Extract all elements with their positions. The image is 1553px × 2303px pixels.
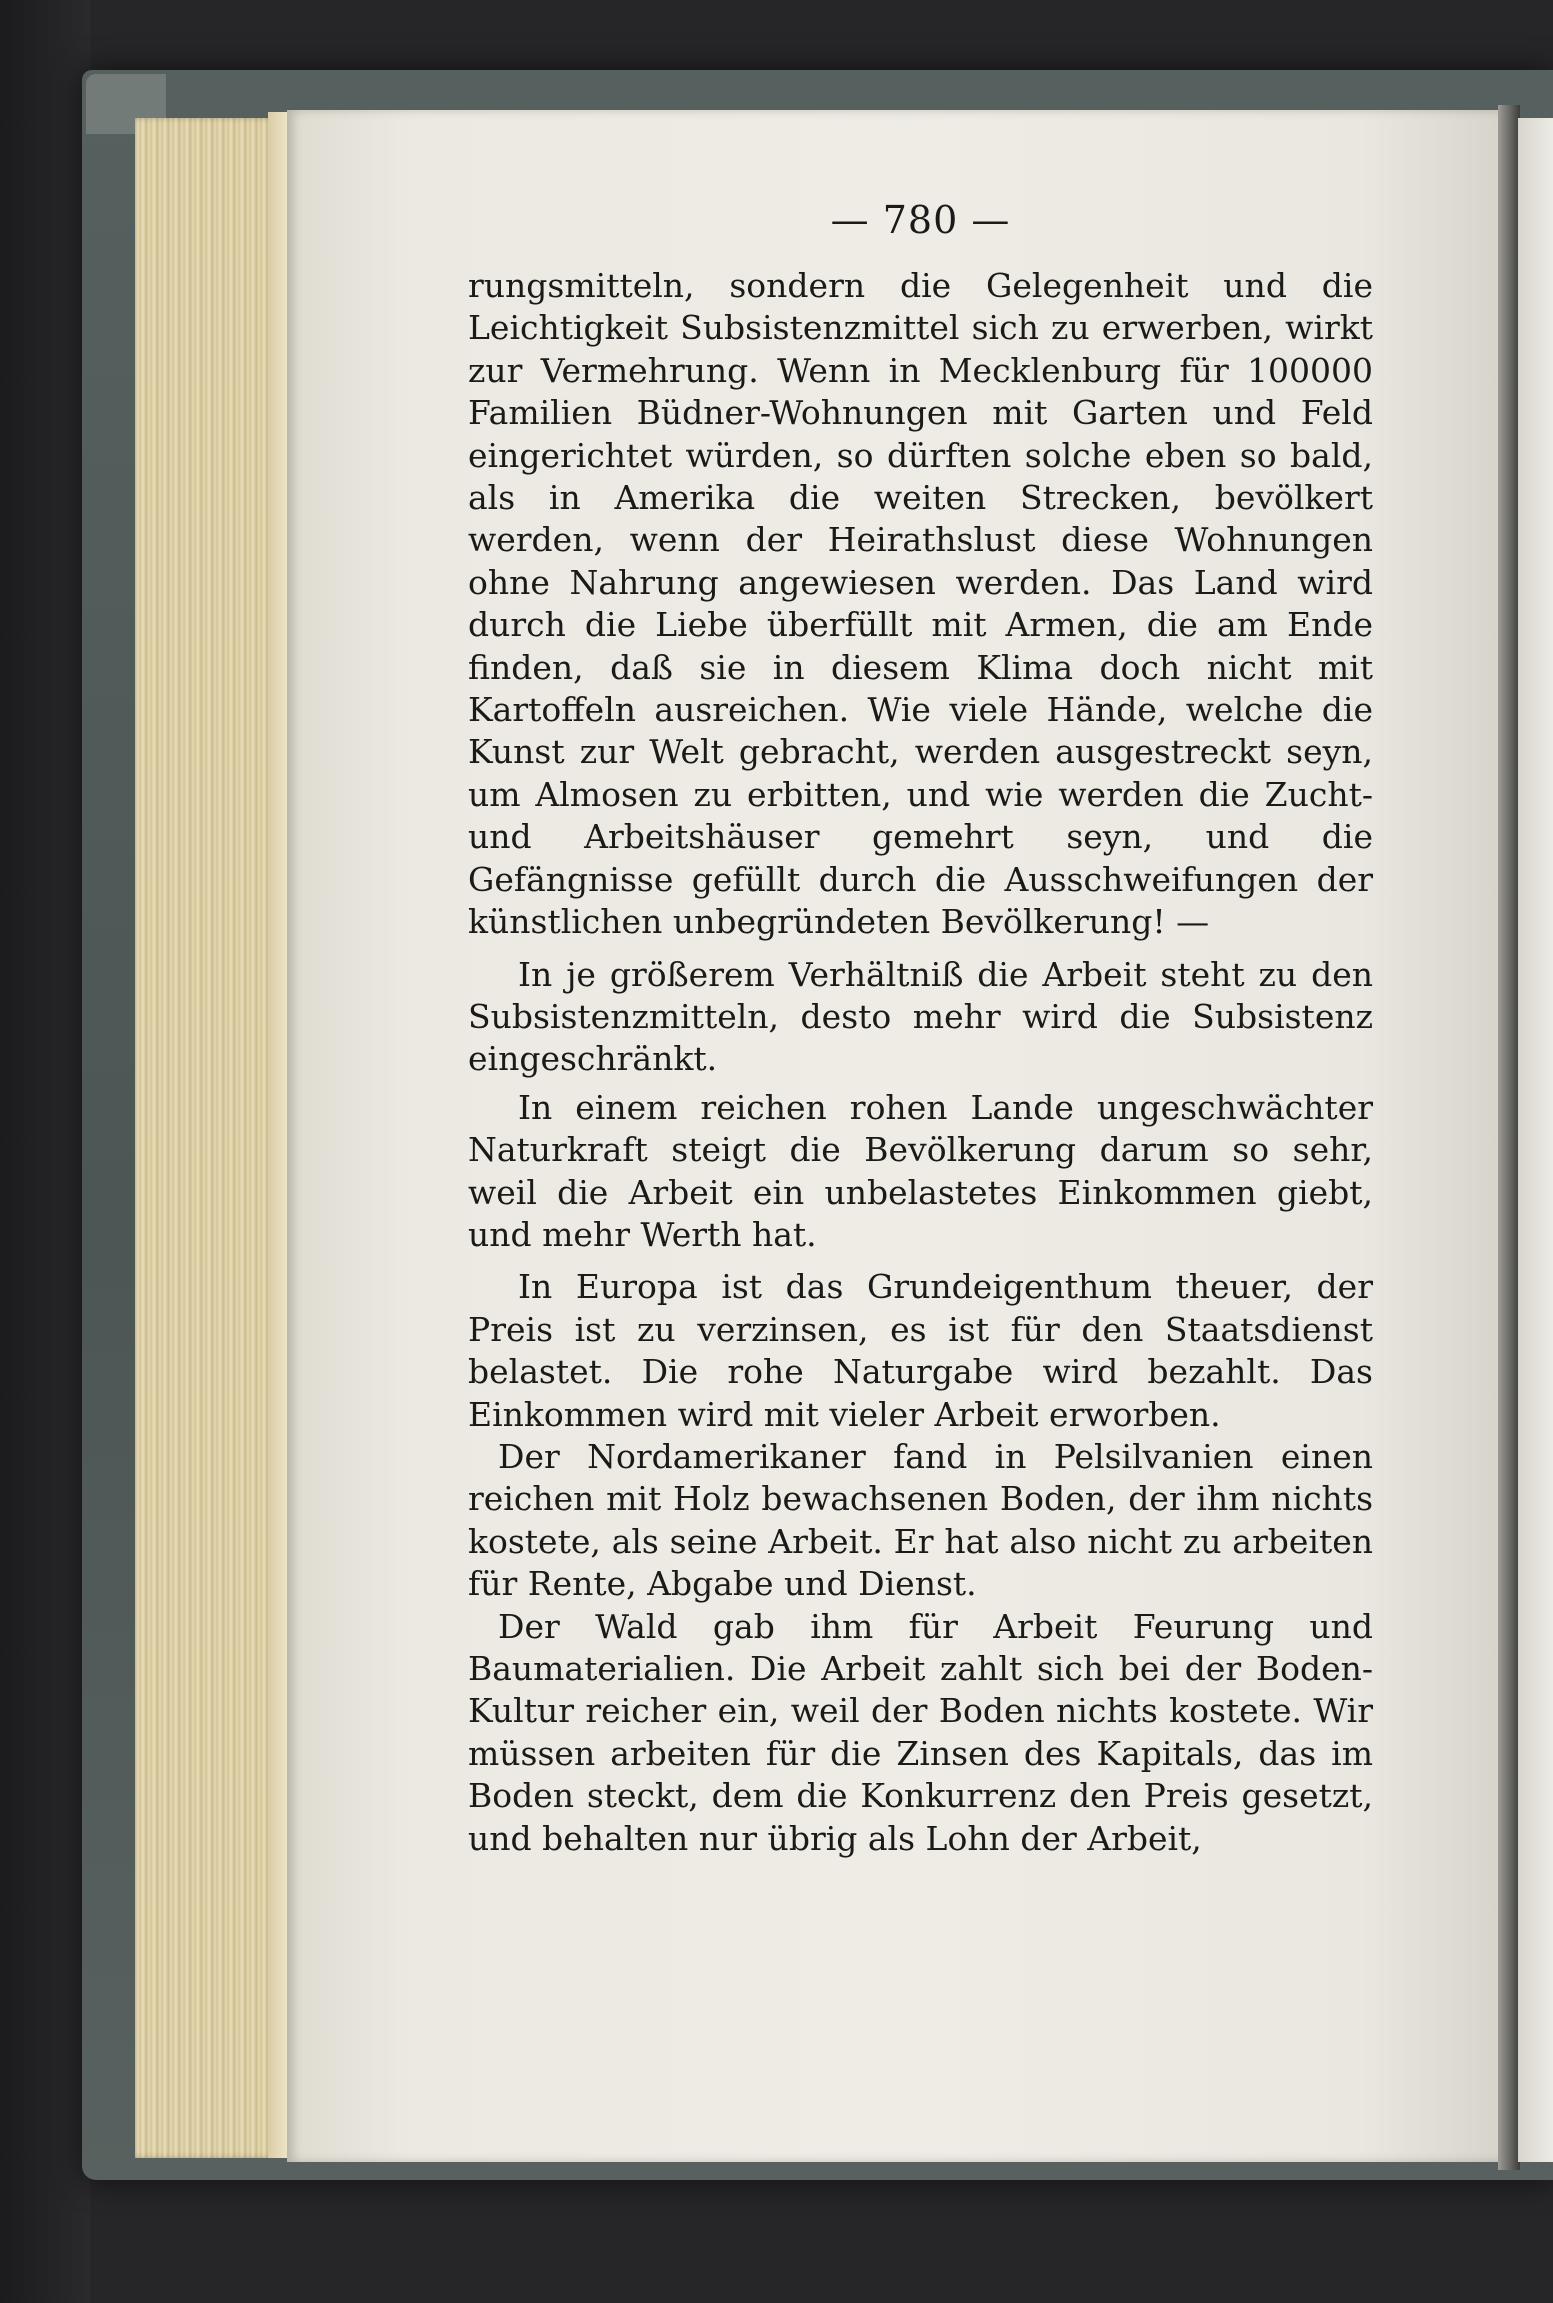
paragraph: rungsmitteln, sondern die Gelegenheit und die Leichtigkeit Subsistenzmittel sich zu erwerben, wirkt zur Vermehrung. Wenn in Mecklenburg für 100000 Familien Büdner-Wohnungen mit Garten und Feld eingerichtet würden, so dürften solche eben so bald, als in Amerika die weiten Strecken, bevölkert werden, wenn der Heirathslust diese Wohnungen ohne Nahrung angewiesen werden. Das Land wird durch die Liebe überfüllt mit Armen, die am Ende finden, daß sie in diesem Klima doch nicht mit Kartoffeln ausreichen. Wie viele Hände, welche die Kunst zur Welt gebracht, werden ausgestreckt seyn, um Almosen zu erbitten, und wie werden die Zucht- und Arbeitshäuser gemehrt seyn, und die Gefängnisse gefüllt durch die Ausschweifungen der künstlichen unbegründeten Bevölkerung! — — [468, 266, 1373, 942]
book-gutter — [1498, 105, 1520, 2170]
background — [0, 0, 90, 2303]
paragraph: In Europa ist das Grundeigenthum theuer, der Preis ist zu verzinsen, es ist für den Staatsdienst belastet. Die rohe Naturgabe wird bezahlt. Das Einkommen wird mit vieler Arbeit erworben. — [468, 1267, 1373, 1434]
facing-page-edge — [1518, 118, 1553, 2162]
paragraph: Der Nordamerikaner fand in Pelsilvanien einen reichen mit Holz bewachsenen Boden, der ihm nichts kostete, als seine Arbeit. Er hat also nicht zu arbeiten für Rente, Abgabe und Dienst. — [468, 1436, 1373, 1604]
paragraph: In einem reichen rohen Lande ungeschwächter Naturkraft steigt die Bevölkerung darum so sehr, weil die Arbeit ein unbelastetes Einkommen giebt, und mehr Werth hat. — [468, 1087, 1373, 1254]
page-number: — 780 — — [830, 198, 1011, 242]
page-text — [468, 195, 1373, 1860]
paragraph: Der Wald gab ihm für Arbeit Feurung und Baumaterialien. Die Arbeit zahlt sich bei der Boden-Kultur reicher ein, weil der Boden nichts kostete. Wir müssen arbeiten für die Zinsen des Kapitals, das im Boden steckt, dem die Konkurrenz den Preis gesetzt, und behalten nur übrig als Lohn der Arbeit, — [468, 1606, 1373, 1858]
paragraph: In je größerem Verhältniß die Arbeit steht zu den Subsistenzmitteln, desto mehr wird die Subsistenz eingeschränkt. — [468, 954, 1373, 1079]
